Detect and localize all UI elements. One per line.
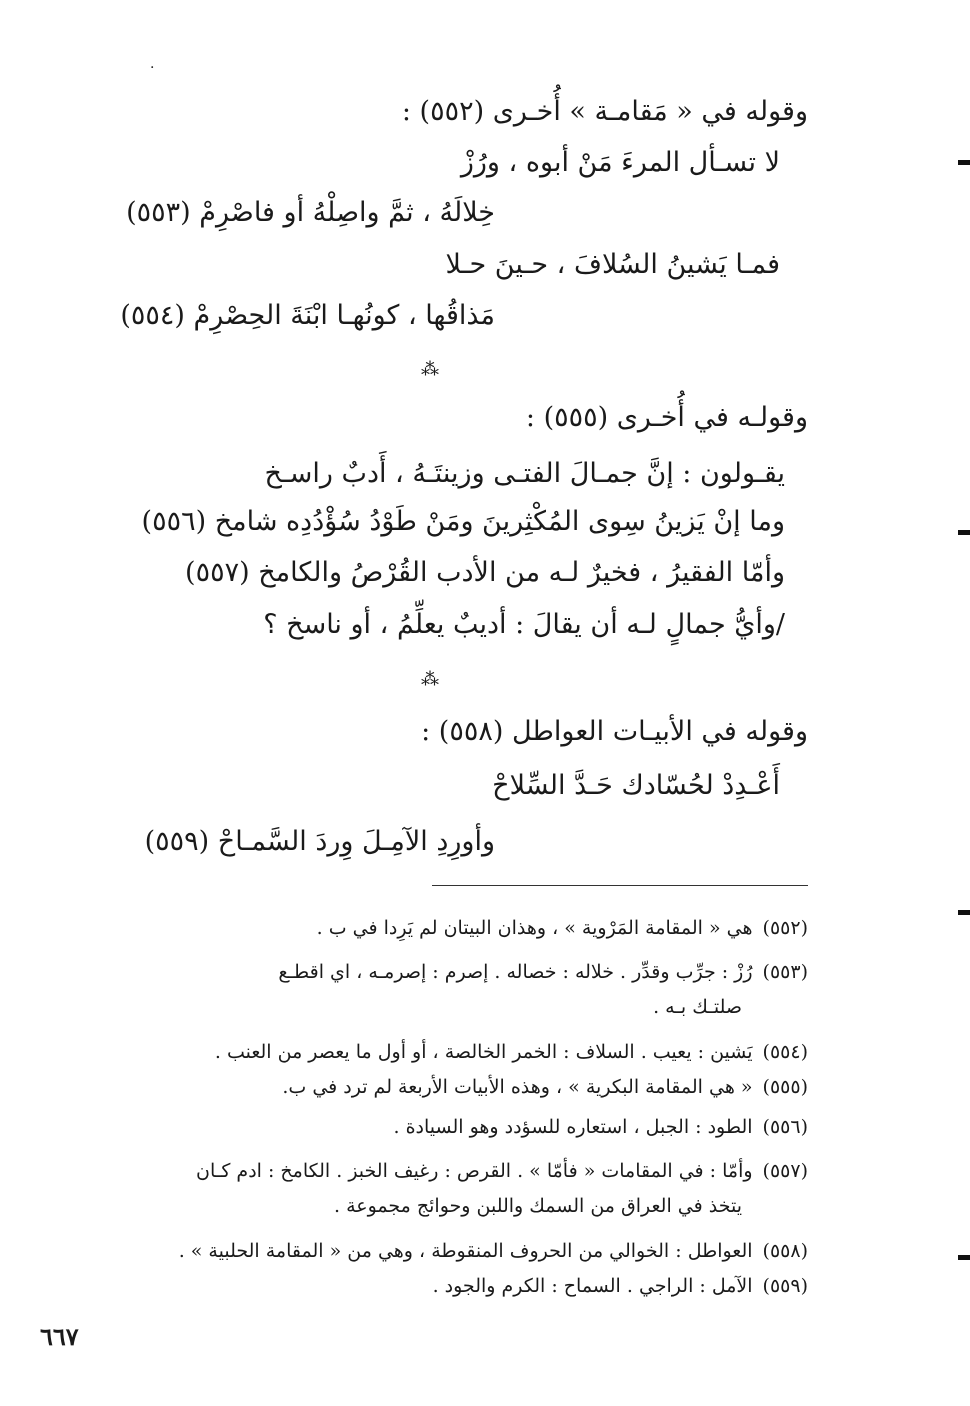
- page-number: ٦٦٧: [40, 1322, 79, 1351]
- verse-row: وأمّا الفقيرُ ، فخيرٌ لـه من الأدب القُرْصُ والكامخ (٥٥٧): [185, 557, 785, 588]
- margin-mark: [958, 1255, 970, 1260]
- margin-mark: [958, 160, 970, 165]
- footnote-rule: [432, 885, 808, 886]
- footnote-number: (٥٥٢): [762, 917, 808, 939]
- footnote-number: (٥٥٦): [762, 1116, 808, 1138]
- footnote-number: (٥٥٣): [762, 961, 808, 983]
- verse-line: خِلالَهُ ، ثمَّ واصِلْهُ أو فاصْرِمْ (٥٥٣): [126, 197, 495, 228]
- verse-row: /وأيُّ جمالٍ لـه أن يقالَ : أديبٌ يعلِّمُ ، أو ناسخ ؟: [263, 609, 785, 640]
- verse-line: أَعْـدِدْ لحُسّادك حَـدَّ السِّلاحْ: [492, 770, 780, 801]
- verse-line: وأورِدِ الآمِـلَ وِردَ السَّمـاحْ (٥٥٩): [144, 826, 495, 857]
- verse-row: وما إنْ يَزينُ سِوى المُكْثِرينَ ومَنْ طَوْدُ سُؤْدُدِه شامخ (٥٥٦): [141, 506, 785, 537]
- footnote-text: رُزْ : جرِّب وقدِّر . خلاله : خصاله . إصرم : إصرمـه ، اي اقطـع: [278, 961, 753, 983]
- verse-intro-3: وقوله في الأبيـات العواطل (٥٥٨) :: [421, 716, 808, 747]
- footnote-text: الآمل : الراجي . السماح : الكرم والجود .: [432, 1275, 753, 1297]
- footnote: [317, 914, 808, 942]
- verse-row: يقـولون : إنَّ جمـالَ الفتـى وزينتَـهُ ، أَدبٌ راسـخ: [264, 458, 785, 489]
- footnote-text: يَشين : يعيب . السلاف : الخمر الخالصة ، أو أول ما يعصر من العنب .: [214, 1041, 753, 1063]
- asterism-separator: ⁂: [421, 669, 439, 690]
- margin-mark: [958, 910, 970, 915]
- footnote-continuation: يتخذ في العراق من السمك واللبن وحوائج مجموعة .: [334, 1195, 742, 1217]
- footnote: [179, 1237, 808, 1265]
- footnote-number: (٥٥٧): [762, 1160, 808, 1182]
- footnote: [282, 1073, 808, 1101]
- verse-intro-2: وقولـه في أُخـرى (٥٥٥) :: [525, 402, 808, 433]
- margin-mark: [958, 530, 970, 535]
- footnote-number: (٥٥٤): [762, 1041, 808, 1063]
- footnote: [215, 1038, 808, 1066]
- footnote: [394, 1113, 809, 1141]
- footnote: [278, 958, 808, 986]
- footnote-continuation: صلتـك بـه .: [653, 996, 742, 1018]
- footnote: [433, 1272, 808, 1300]
- footnote-text: « هي المقامة البكرية » ، وهذه الأبيات الأربعة لم ترد في ب.: [282, 1076, 753, 1098]
- footnote-text: الطود : الجبل ، استعاره للسؤدد وهو السيادة .: [393, 1116, 753, 1138]
- stray-mark: ·: [150, 60, 155, 76]
- verse-line: مَذاقُها ، كونُهـا ابْنَةَ الحِصْرِمْ (٥٥٤): [120, 300, 495, 331]
- asterism-separator: ⁂: [421, 359, 439, 380]
- footnote-number: (٥٥٨): [762, 1240, 808, 1262]
- footnote-number: (٥٥٩): [762, 1275, 808, 1297]
- footnote-number: (٥٥٥): [762, 1076, 808, 1098]
- footnote-text: هي « المقامة المَرْوية » ، وهذان البيتان لم يَرِدا في ب .: [316, 917, 753, 939]
- footnote-text: العواطل : الخوالي من الحروف المنقوطة ، وهي من « المقامة الحلبية » .: [178, 1240, 753, 1262]
- footnote-text: وأمّا : في المقامات « فأمّا » . القرص : رغيف الخبز . الكامخ : ادم كـان: [196, 1160, 753, 1182]
- verse-line: لا تسـأل المرءَ مَنْ أبوه ، ورُزْ: [460, 147, 780, 178]
- verse-intro-1: وقوله في « مَقامـة » أُخـرى (٥٥٢) :: [401, 96, 808, 127]
- verse-line: فمـا يَشينُ السُلافَ ، حـينَ حـلا: [445, 249, 780, 280]
- footnote: [196, 1157, 808, 1185]
